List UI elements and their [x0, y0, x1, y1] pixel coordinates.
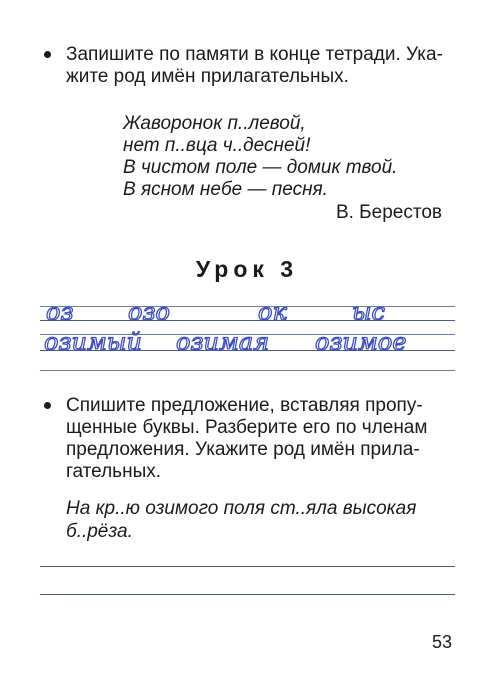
instruction-line: Запишите по памяти в конце тетради. Ука- [66, 44, 443, 65]
poem-line: Жаворонок п..левой, [123, 113, 306, 134]
bullet-marker [44, 402, 51, 409]
script-syllable: озо [128, 298, 170, 326]
script-word: озимая [176, 328, 270, 356]
task2-instruction [66, 395, 464, 483]
instruction-line: гательных. [66, 461, 161, 482]
instruction-line: щенные буквы. Разберите его по членам [66, 417, 428, 438]
poem-line: В чистом поле — домик твой. [123, 157, 398, 178]
script-syllable: оз [46, 298, 74, 326]
instruction-line: предложения. Укажите род имён прила- [66, 439, 420, 460]
instruction-line: Спишите предложение, вставляя пропу- [66, 395, 423, 416]
exercise-sentence [66, 497, 416, 543]
poem-line: В ясном небе — песня. [123, 179, 328, 200]
script-syllable: ыс [352, 298, 385, 326]
writing-line [40, 594, 455, 595]
poem-author: В. Берестов [335, 202, 442, 223]
page-number: 53 [431, 632, 452, 652]
lesson-title: Урок 3 [195, 256, 299, 282]
poem-line: нет п..вца ч..десней! [123, 135, 311, 156]
writing-line [40, 566, 455, 567]
script-word: озимый [44, 328, 142, 356]
instruction-line: жите род имён прилагательных. [66, 66, 349, 87]
script-syllable: ок [258, 298, 287, 326]
sentence-line: На кр..ю озимого поля ст..яла высокая [66, 498, 417, 519]
script-word: озимое [315, 328, 407, 356]
sentence-line: б..рёза. [66, 521, 133, 542]
